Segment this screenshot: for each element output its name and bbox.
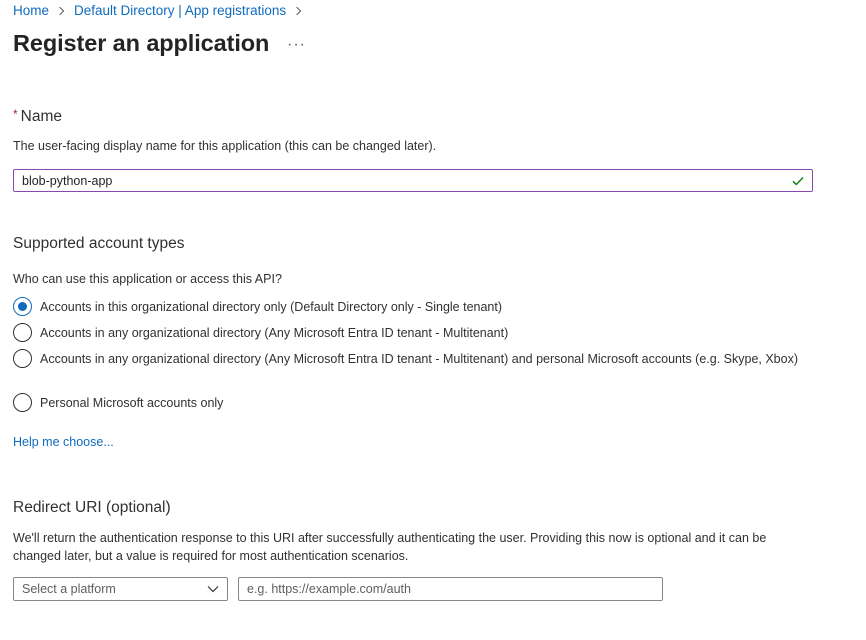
checkmark-icon	[792, 176, 804, 186]
name-heading-label: Name	[20, 108, 63, 125]
chevron-down-icon	[207, 585, 219, 593]
platform-select-placeholder: Select a platform	[22, 582, 116, 596]
page-title: Register an application	[13, 30, 270, 56]
breadcrumb	[13, 3, 311, 18]
radio-button[interactable]	[13, 323, 32, 342]
more-options-icon[interactable]: ···	[287, 36, 306, 53]
redirect-uri-heading: Redirect URI (optional)	[13, 499, 171, 516]
radio-option-label: Accounts in this organizational directory only (Default Directory only - Single tenant)	[40, 300, 503, 314]
required-marker: *	[13, 107, 18, 121]
breadcrumb-app-registrations-link[interactable]: Default Directory | App registrations	[74, 3, 287, 18]
redirect-uri-description: We'll return the authentication response to this URI after successfully authenticating the user. Providing this now is optional and it can be changed later, but a value is required for most authentication scenarios.	[13, 531, 767, 563]
radio-option-personal-only[interactable]	[13, 394, 800, 412]
radio-option-single-tenant[interactable]	[13, 298, 800, 316]
account-types-heading: Supported account types	[13, 235, 185, 252]
radio-option-label: Personal Microsoft accounts only	[40, 396, 224, 410]
name-description: The user-facing display name for this application (this can be changed later).	[13, 139, 437, 153]
chevron-right-icon	[293, 6, 301, 14]
name-input[interactable]	[13, 169, 813, 192]
chevron-right-icon	[56, 6, 64, 14]
account-types-question: Who can use this application or access this API?	[13, 272, 282, 286]
radio-option-multitenant[interactable]	[13, 324, 800, 342]
radio-option-label: Accounts in any organizational directory (Any Microsoft Entra ID tenant - Multitenant)	[40, 326, 509, 340]
radio-button-selected[interactable]	[13, 297, 32, 316]
radio-button[interactable]	[13, 349, 32, 368]
radio-button[interactable]	[13, 393, 32, 412]
name-input-value: blob-python-app	[22, 173, 113, 188]
breadcrumb-home-link[interactable]: Home	[13, 3, 50, 18]
help-me-choose-link[interactable]: Help me choose...	[13, 435, 114, 449]
radio-option-label: Accounts in any organizational directory (Any Microsoft Entra ID tenant - Multitenant) and personal Microsoft accounts (e.g. Skype, Xbox)	[40, 352, 798, 366]
redirect-uri-input[interactable]	[238, 577, 663, 601]
platform-select[interactable]	[13, 577, 228, 601]
radio-option-multitenant-personal[interactable]	[13, 350, 800, 368]
name-heading	[13, 107, 62, 126]
